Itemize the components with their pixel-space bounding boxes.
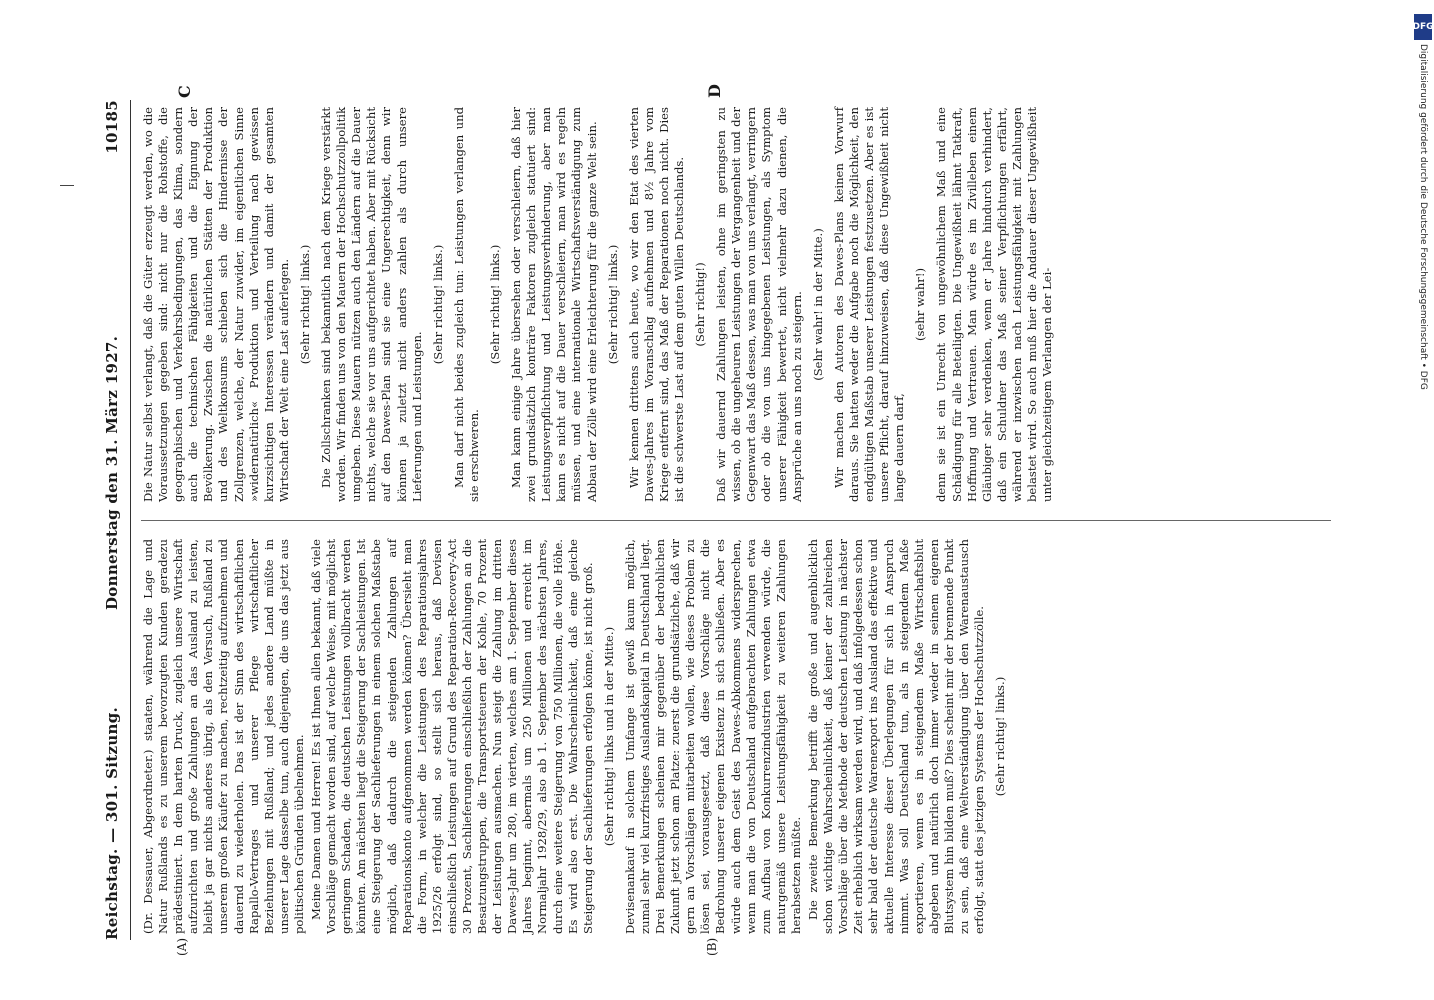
interjection: (Sehr richtig!) [693, 262, 708, 347]
paragraph: Die Natur selbst verlangt, daß die Güter erzeugt werden, wo die Voraussetzungen gegeben sind: nicht nur die Rohstoffe, die geographischen und Verkehrsbedingungen, das Klima, sondern auch die technischen Fähigkeiten und die Eignung der Bevölkerung. Zwischen die natürlichen Stätten der Produktion und des Weltkonsums schieben sich die Hindernisse der Zollgrenzen, welche, der Natur zuwider, im eigentlichen Sinne »widernatürlich« Produktion und Verteilung nach gewissen kurzsichtigen Interessen verändern und damit der gesamten Wirtschaft der Welt eine Last auferlegen. [141, 107, 291, 502]
column-divider [141, 520, 1331, 521]
interjection: (Sehr richtig! links.) [487, 244, 502, 365]
dfg-logo: DFG [1414, 14, 1432, 40]
header-left: Reichstag. — 301. Sitzung. [103, 706, 121, 940]
margin-mark-c: C [175, 85, 194, 98]
paragraph: Wir machen den Autoren des Dawes-Plans keinen Vorwurf daraus. Sie hatten weder die Aufgabe noch die Möglichkeit, den endgültigen Maßstab unserer Leistungen festzusetzen. Aber es ist unsere Pflicht, darauf hinzuweisen, daß diese Ungewißheit nicht lange dauern darf, [831, 107, 907, 502]
interjection: (sehr wahr!) [913, 267, 928, 342]
left-column [141, 539, 1014, 934]
header-rule [130, 100, 131, 940]
paragraph: Man kann einige Jahre übersehen oder verschleiern, daß hier zwei grundsätzlich konträre Faktoren zugleich statuiert sind: Leistungsverpflichtung und Leistungsverhinderung, aber man kann es nicht auf die Dauer verschleiern, man wird es regeln müssen, und eine internationale Wirtschaftsverständigung zum Abbau der Zölle wird eine Erleichterung für die ganze Welt sein. [509, 107, 599, 502]
paragraph: Meine Damen und Herren! Es ist Ihnen allen bekannt, daß viele Vorschläge gemacht worden sind, auf welche Weise, mit möglichst geringem Schaden, die deutschen Leistungen vollbracht werden könnten. Am nächsten liegt die Steigerung der Sachleistungen. Ist eine Steigerung der Sachlieferungen in einem solchen Maßstabe möglich, daß dadurch die steigenden Zahlungen auf Reparationskonto aufgenommen werden können? Übersieht man die Form, in welcher die Leistungen des Reparationsjahres 1925/26 erfolgt sind, so stellt sich heraus, daß Devisen einschließlich Leistungen auf Grund des Reparation-Recovery-Act 30 Prozent, Sachlieferungen einschließlich der Zahlungen an die Besatzungstruppen, die Transportsteuern der Kohle, 70 Prozent der Leistungen ausmachen. Nun steigt die Zahlung im dritten Dawes-Jahr um 280, im vierten, welches am 1. September dieses Jahres beginnt, abermals um 250 Millionen und erreicht im Normaljahr 1928/29, also ab 1. September des nächsten Jahres, durch eine weitere Steigerung von 750 Millionen, die volle Höhe. Es wird also erst. Die Wahrscheinlichkeit, daß eine gleiche Steigerung der Sachlieferungen erfolgen könne, ist nicht groß. [309, 539, 595, 934]
interjection: (Sehr richtig! links.) [993, 676, 1008, 797]
paragraph: Devisenankauf in solchem Umfange ist gewiß kaum möglich, zumal sehr viel kurzfristiges Auslandskapital in Deutschland liegt. Drei Bemerkungen scheinen mir gegenüber der bedrohlichen Zukunft jetzt schon am Platze: zuerst die grundsätzliche, daß wir gern an Vorschlägen mitarbeiten wollen, wie dieses Problem zu lösen sei, vorausgesetzt, daß diese Vorschläge nicht die Bedrohung unserer eigenen Existenz in sich schließen. Aber es würde auch dem Geist des Dawes-Abkommens widersprechen, wenn man die von Deutschland aufgebrachten Zahlungen etwa zum Aufbau von Konkurrenzindustrien verwenden würde, die naturgemäß unsere Leistungsfähigkeit zu weiteren Zahlungen herabsetzen müßte. [622, 539, 803, 934]
rotated-page-content [85, 84, 1355, 956]
paragraph: Die Zollschranken sind bekanntlich nach dem Kriege verstärkt worden. Wir finden uns von den Mauern der Hochschutzzollpolitik umgeben. Diese Mauern nützen auch den Ländern auf die Dauer nichts, welche sie vor uns aufgerichtet haben. Aber mit Rücksicht auf den Dawes-Plan sind sie eine Ungerechtigkeit, denn wir können ja zuletzt nicht anders zahlen als durch unsere Lieferungen und Leistungen. [319, 107, 424, 502]
paragraph: Man darf nicht beides zugleich tun: Leistungen verlangen und sie erschweren. [451, 107, 481, 502]
page-header [91, 100, 131, 940]
header-center: Donnerstag den 31. März 1927. [103, 335, 121, 610]
interjection: (Sehr richtig! links und in der Mitte.) [601, 626, 616, 847]
margin-mark-d: D [705, 84, 724, 98]
credit-text: Digitalisierung gefördert durch die Deutsche Forschungsgemeinschaft • DFG [1418, 44, 1428, 390]
paragraph: Wir kennen drittens auch heute, wo wir den Etat des vierten Dawes-Jahres im Voranschlag aufnehmen und 8½ Jahre vom Kriege entfernt sind, das Maß der Reparationen noch nicht. Dies ist die schwerste Last auf dem guten Willen Deutschlands. [626, 107, 686, 502]
interjection: (Sehr richtig! links.) [297, 244, 312, 365]
interjection: (Sehr richtig! links.) [430, 244, 445, 365]
dfg-credit [1412, 14, 1434, 874]
paragraph: Daß wir dauernd Zahlungen leisten, ohne im geringsten zu wissen, ob die ungeheuren Leistungen der Vergangenheit und der Gegenwart das Maß dessen, was man von uns verlangt, verringern oder ob die von uns hingegebenen Leistungen, als Symptom unserer Fähigkeit bewertet, nicht vielmehr dazu dienen, die Ansprüche an uns noch zu steigern. [714, 107, 804, 502]
paragraph: denn sie ist ein Unrecht von ungewöhnlichem Maß und eine Schädigung für alle Beteiligten. Die Ungewißheit lähmt Tatkraft, Hoffnung und Vertrauen. Man würde es im Zivilleben einem Gläubiger sehr verdenken, wenn er Jahre hindurch verhindert, daß ein Schuldner das Maß seiner Verpflichtungen erfährt, während er inzwischen nach Leistungsfähigkeit mit Zahlungen belastet wird. So auch muß hier die Andauer dieser Ungewißheit unter gleichzeitigem Verlangen der Lei- [934, 107, 1055, 502]
right-column [141, 107, 1057, 502]
page-number: 10185 [103, 100, 121, 154]
scanned-page [85, 70, 1355, 956]
paragraph: (Dr. Dessauer, Abgeordneter.) staaten, während die Lage und Natur Rußlands es zu unserem bevorzugten Kunden geradezu prädestiniert. In dem harten Druck, zugleich unsere Wirtschaft aufzurichten und große Zahlungen an das Ausland zu leisten, bleibt ja gar nichts anderes übrig, als den Versuch, Rußland zu unserem großen Käufer zu machen, rechtzeitig aufzunehmen und dauernd zu wiederholen. Das ist der Sinn des wirtschaftlichen Rapallo-Vertrages und unserer Pflege wirtschaftlicher Beziehungen mit Rußland; und jedes andere Land müßte in unserer Lage dasselbe tun, auch diejenigen, die uns das jetzt aus politischen Gründen übelnehmen. [141, 539, 306, 934]
scan-artifact [60, 185, 74, 186]
paragraph: Die zweite Bemerkung betrifft die große und augenblicklich schon wichtige Wahrscheinlichkeit, daß keiner der zahlreichen Vorschläge über die Methode der deutschen Leistung in nächster Zeit erheblich wirksam werden wird, und daß infolgedessen schon sehr bald der deutsche Warenexport ins Ausland das effektive und aktuelle Interesse dieser Überlegungen für sich in Anspruch nimmt. Was soll Deutschland tun, als in steigendem Maße exportieren, wenn es in steigendem Maße Wirtschaftsblut abgeben und natürlich doch immer wieder in seinem eigenen Blutsystem hin bilden muß? Dies scheint mir der brennende Punkt zu sein, daß eine Weltverständigung über den Warenaustausch erfolgt, statt des jetzigen Systems der Hochschutzzölle. [806, 539, 987, 934]
margin-mark-a: (A) [175, 937, 189, 956]
margin-mark-b: (B) [705, 937, 719, 956]
interjection: (Sehr wahr! in der Mitte.) [810, 228, 825, 381]
interjection: (Sehr richtig! links.) [605, 244, 620, 365]
credit-text-wrapper [1412, 44, 1434, 864]
